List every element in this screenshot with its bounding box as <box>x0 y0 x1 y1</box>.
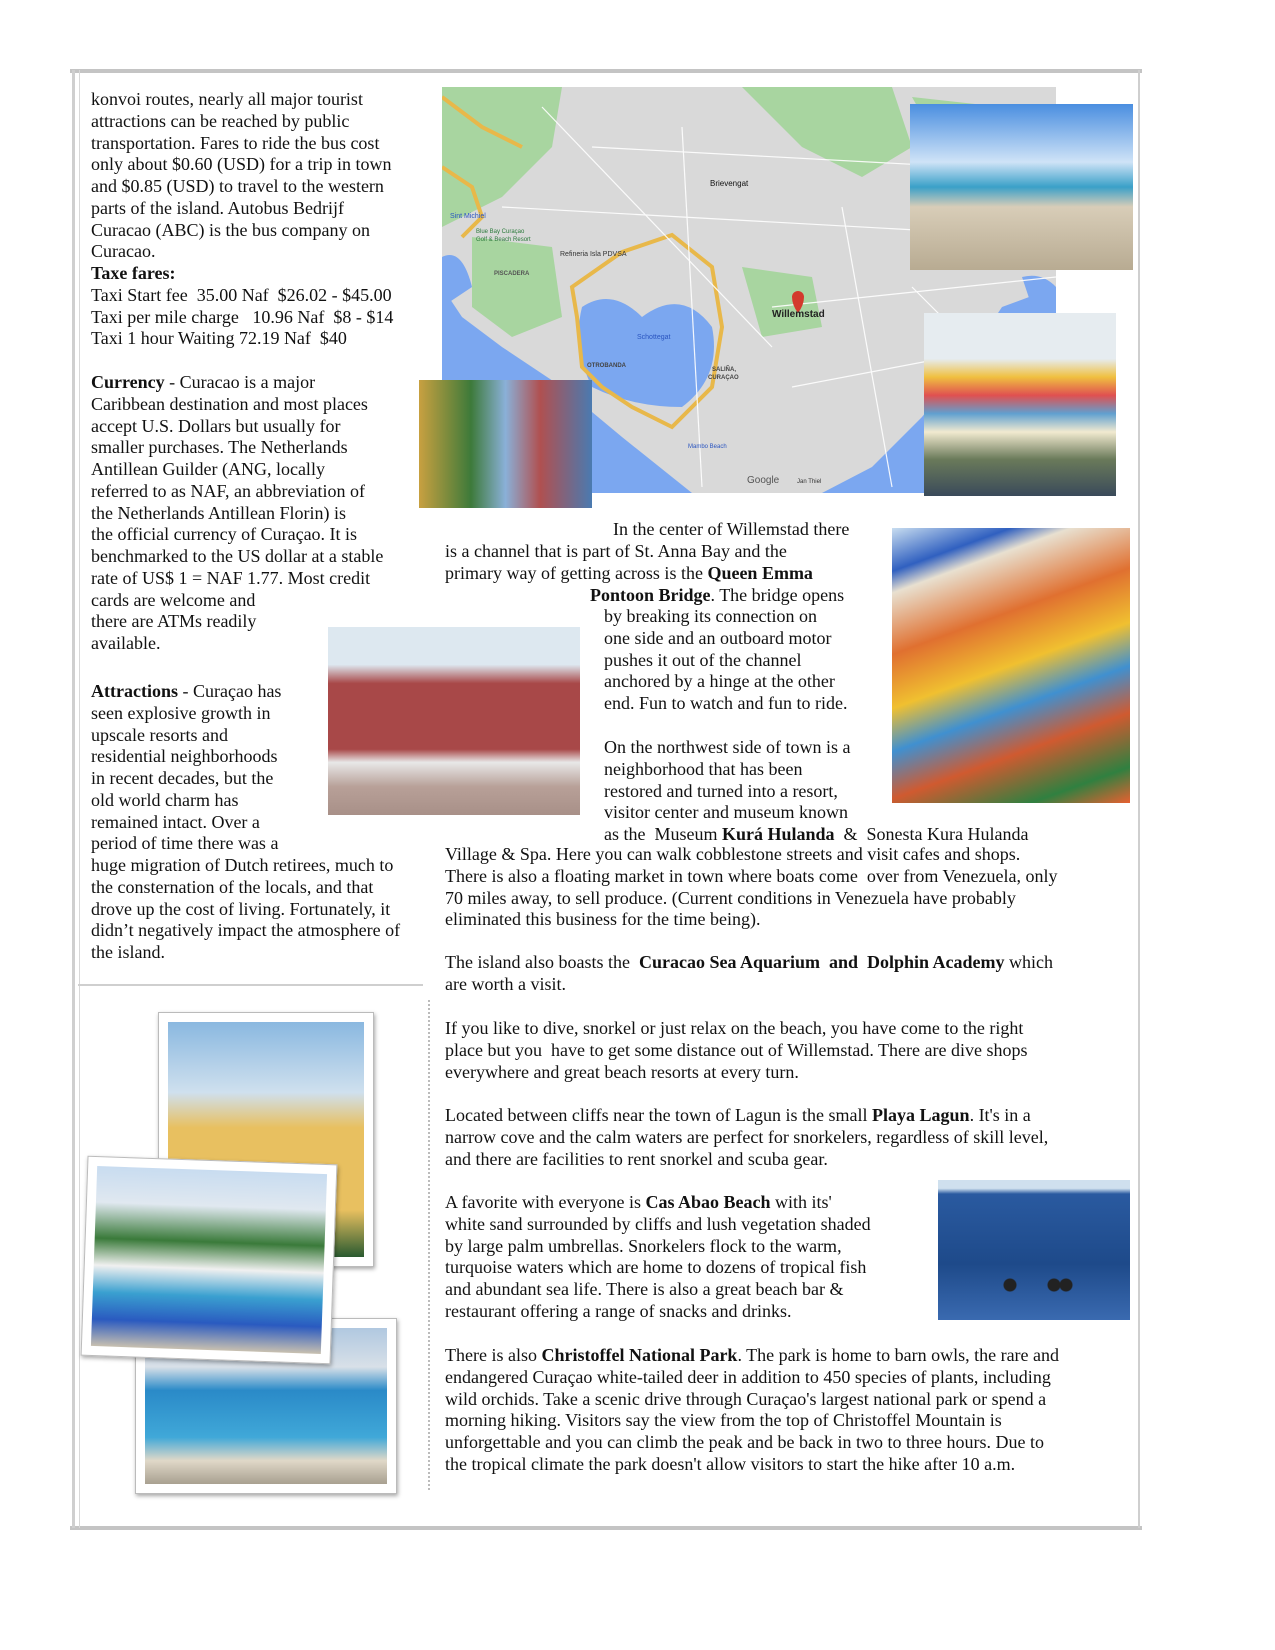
text-segment: Taxi Start fee 35.00 Naf $26.02 - $45.00 <box>91 284 392 305</box>
text-line <box>445 866 1057 888</box>
text-line <box>91 89 393 111</box>
text-segment: Curacao (ABC) is the bus company on <box>91 219 370 240</box>
text-segment: There is also a floating market in town where boats come over from Venezuela, only <box>445 865 1058 886</box>
snorkelers-sea-photo <box>938 1180 1130 1320</box>
text-line <box>91 633 383 655</box>
text-segment: Antillean Guilder (ANG, locally <box>91 459 325 479</box>
page-border-left <box>72 70 75 1528</box>
text-block-center4 <box>604 606 847 715</box>
text-line <box>445 1214 871 1236</box>
map-label-salina: SALIÑA, <box>712 367 736 373</box>
text-line <box>604 759 1029 781</box>
text-line <box>445 1454 1059 1476</box>
text-segment: unforgettable and you can climb the peak and be back in two to three hours. Due to <box>445 1432 1044 1452</box>
text-line <box>445 952 1053 974</box>
text-block-casabao <box>445 1192 871 1323</box>
bold-term: and <box>828 952 859 972</box>
text-segment: is a channel that is part of St. Anna Bay and the <box>445 541 787 561</box>
text-line <box>91 263 393 285</box>
page-border-right <box>1138 70 1140 1528</box>
text-line <box>445 1018 1027 1040</box>
snorkeler-figures <box>998 1275 1078 1295</box>
bold-term: Curacao Sea Aquarium <box>638 952 820 972</box>
section-divider <box>78 984 423 986</box>
text-block-center3 <box>590 585 844 607</box>
text-block-northwest <box>604 737 1029 846</box>
text-line <box>604 693 847 715</box>
text-line <box>445 1040 1027 1062</box>
text-line <box>604 802 1029 824</box>
text-segment: pushes it out of the channel <box>604 649 802 670</box>
text-line <box>91 176 393 198</box>
text-line <box>91 394 383 416</box>
text-segment: upscale resorts and <box>91 724 228 745</box>
text-line <box>91 241 393 263</box>
text-line <box>445 1236 871 1258</box>
dotted-column-divider <box>428 1000 430 1490</box>
text-line <box>604 737 1029 759</box>
text-segment: only about $0.60 (USD) for a trip in town <box>91 154 392 175</box>
text-segment: primary way of getting across is the <box>445 562 708 583</box>
text-line <box>91 833 400 855</box>
bold-term: Playa Lagun <box>872 1105 970 1125</box>
text-block-transport <box>91 89 393 350</box>
text-line <box>91 703 400 725</box>
text-line <box>445 563 813 585</box>
text-segment: In the center of Willemstad there <box>613 519 850 539</box>
text-line <box>91 790 400 812</box>
map-label-blue-bay: Blue Bay Curaçao <box>476 229 525 235</box>
text-segment: wild orchids. Take a scenic drive through Curaçao's largest national park or spend a <box>445 1388 1047 1409</box>
text-segment: - Curaçao has <box>177 681 282 701</box>
text-line <box>91 198 393 220</box>
text-line <box>445 1432 1059 1454</box>
text-segment: Village & Spa. Here you can walk cobblestone streets and visit cafes and shops. <box>445 844 1021 864</box>
text-segment: didn’t negatively impact the atmosphere of <box>91 920 401 941</box>
text-line <box>445 1192 871 1214</box>
text-line <box>445 974 1053 996</box>
text-line <box>445 1301 871 1323</box>
text-segment: available. <box>91 633 161 653</box>
text-line <box>91 768 400 790</box>
text-segment: by breaking its connection on <box>604 606 817 626</box>
text-segment: . The bridge opens <box>710 585 845 605</box>
text-segment: as the Museum <box>604 824 722 844</box>
text-line <box>91 746 400 768</box>
text-segment: benchmarked to the US dollar at a stable <box>91 546 384 566</box>
text-segment: eliminated this business for the time being). <box>445 909 761 930</box>
text-line <box>604 824 1029 846</box>
resort-pool-photo <box>91 1166 327 1354</box>
text-line <box>91 942 400 964</box>
text-segment: . It's in a <box>969 1105 1031 1125</box>
text-line <box>91 220 393 242</box>
text-segment: by large palm umbrellas. Snorkelers flock to the warm, <box>445 1235 842 1256</box>
text-line <box>604 650 847 672</box>
text-block-christoffel <box>445 1345 1059 1476</box>
bold-term: Taxe fares: <box>91 263 176 283</box>
text-segment: If you like to dive, snorkel or just relax on the beach, you have come to the right <box>445 1018 1024 1038</box>
text-segment <box>858 952 867 972</box>
text-segment: attractions can be reached by public <box>91 110 350 131</box>
text-line <box>91 133 393 155</box>
text-line <box>91 725 400 747</box>
text-segment: with its' <box>770 1192 832 1212</box>
bold-term: Currency <box>91 372 165 392</box>
bold-term: Queen Emma <box>707 562 813 583</box>
text-segment: rate of US$ 1 = NAF 1.77. Most credit <box>91 567 371 588</box>
text-line <box>91 524 383 546</box>
text-segment: . The park is home to barn owls, the rare and <box>737 1345 1060 1365</box>
text-segment: restaurant offering a range of snacks and drinks. <box>445 1300 792 1321</box>
text-line <box>91 416 383 438</box>
text-segment: period of time there was a <box>91 833 279 854</box>
text-block-center2 <box>445 541 813 585</box>
bold-term: Cas Abao Beach <box>645 1192 771 1212</box>
text-segment: the consternation of the locals, and that <box>91 876 374 897</box>
page-border-left-inner <box>79 70 80 1528</box>
text-segment: restored and turned into a resort, <box>604 780 838 801</box>
text-segment: - Curacao is a major <box>164 372 316 392</box>
text-segment: drove up the cost of living. Fortunately, it <box>91 898 391 919</box>
map-label-willemstad: Willemstad <box>772 309 825 320</box>
text-segment <box>820 952 829 972</box>
text-segment: everywhere and great beach resorts at every turn. <box>445 1061 799 1082</box>
text-line <box>445 1127 1048 1149</box>
map-label-brievengat: Brievengat <box>710 179 749 188</box>
text-segment: are worth a visit. <box>445 973 566 994</box>
text-segment: endangered Curaçao white-tailed deer in addition to 450 species of plants, including <box>445 1366 1051 1387</box>
text-line <box>91 681 400 703</box>
text-segment: referred to as NAF, an abbreviation of <box>91 480 365 501</box>
text-segment: neighborhood that has been <box>604 758 803 779</box>
text-segment: residential neighborhoods <box>91 746 278 767</box>
text-line <box>445 1345 1059 1367</box>
text-block-attractions <box>91 681 400 964</box>
text-line <box>91 372 383 394</box>
text-line <box>91 611 383 633</box>
text-line <box>91 328 393 350</box>
text-block-currency <box>91 372 383 655</box>
text-block-lagun <box>445 1105 1048 1170</box>
beach-photo <box>910 104 1133 270</box>
text-line <box>604 781 1029 803</box>
text-segment: the tropical climate the park doesn't allow visitors to start the hike after 10 a.m. <box>445 1453 1016 1474</box>
bold-term: Attractions <box>91 681 178 701</box>
text-line <box>91 307 393 329</box>
text-segment: the island. <box>91 942 165 962</box>
text-line <box>445 1062 1027 1084</box>
text-line <box>91 920 400 942</box>
page-border-top <box>70 69 1142 73</box>
text-line <box>604 606 847 628</box>
text-segment: Taxi 1 hour Waiting 72.19 Naf $40 <box>91 328 347 349</box>
text-line <box>445 1389 1059 1411</box>
page-border-bottom <box>70 1526 1142 1530</box>
text-line <box>91 899 400 921</box>
text-segment: & Sonesta Kura Hulanda <box>834 824 1029 844</box>
text-line <box>445 1257 871 1279</box>
text-segment: morning hiking. Visitors say the view from the top of Christoffel Mountain is <box>445 1410 1002 1431</box>
text-segment: parts of the island. Autobus Bedrijf <box>91 197 344 218</box>
text-segment: place but you have to get some distance out of Willemstad. There are dive shops <box>445 1039 1028 1060</box>
text-segment: visitor center and museum known <box>604 802 848 823</box>
map-label-jan-thiel: Jan Thiel <box>797 479 822 485</box>
text-line <box>445 1410 1059 1432</box>
text-line <box>445 888 1057 910</box>
text-line <box>91 437 383 459</box>
text-line <box>91 855 400 877</box>
text-segment: 70 miles away, to sell produce. (Current conditions in Venezuela have probably <box>445 887 1016 908</box>
text-segment: A favorite with everyone is <box>445 1192 646 1212</box>
text-block-village <box>445 844 1057 931</box>
text-line <box>91 546 383 568</box>
text-segment: There is also <box>445 1345 542 1365</box>
text-segment: the official currency of Curaçao. It is <box>91 524 358 545</box>
google-logo: Google <box>747 475 780 486</box>
text-segment: end. Fun to watch and fun to ride. <box>604 693 848 713</box>
map-label-refineria: Refineria Isla PDVSA <box>560 251 627 258</box>
colorful-waterfront-photo <box>924 313 1116 496</box>
text-line <box>445 909 1057 931</box>
map-label-curacao: CURAÇAO <box>708 375 739 381</box>
text-segment: smaller purchases. The Netherlands <box>91 437 348 458</box>
text-line <box>91 590 383 612</box>
text-line <box>445 541 813 563</box>
map-label-otrobanda: OTROBANDA <box>587 363 626 369</box>
text-segment: The island also boasts the <box>445 952 639 972</box>
text-segment: white sand surrounded by cliffs and lush vegetation shaded <box>445 1213 871 1234</box>
text-block-center1 <box>613 519 849 541</box>
text-segment: Taxi per mile charge 10.96 Naf $8 - $14 <box>91 306 394 327</box>
text-segment: Caribbean destination and most places <box>91 393 368 414</box>
text-segment: seen explosive growth in <box>91 702 271 723</box>
text-line <box>604 671 847 693</box>
text-line <box>91 503 383 525</box>
bold-term: Kurá Hulanda <box>721 824 835 844</box>
text-segment: which <box>1004 952 1054 972</box>
text-line <box>91 568 383 590</box>
map-label-piscadera: PISCADERA <box>494 271 530 277</box>
text-line <box>445 844 1057 866</box>
text-segment: the Netherlands Antillean Florin) is <box>91 502 346 523</box>
text-segment: On the northwest side of town is a <box>604 737 851 757</box>
text-line <box>91 154 393 176</box>
text-segment: and $0.85 (USD) to travel to the western <box>91 176 384 196</box>
bold-term: Dolphin Academy <box>867 952 1005 972</box>
text-line <box>590 585 844 607</box>
text-block-dive <box>445 1018 1027 1083</box>
text-block-aquarium <box>445 952 1053 996</box>
map-label-mambo-beach: Mambo Beach <box>688 444 727 450</box>
text-line <box>91 812 400 834</box>
text-line <box>445 1105 1048 1127</box>
text-segment: one side and an outboard motor <box>604 627 832 648</box>
text-segment: and abundant sea life. There is also a great beach bar & <box>445 1279 844 1299</box>
text-segment: and there are facilities to rent snorkel and scuba gear. <box>445 1148 828 1169</box>
text-line <box>91 285 393 307</box>
text-segment: Curacao. <box>91 241 156 262</box>
text-segment: old world charm has <box>91 789 239 810</box>
text-segment: in recent decades, but the <box>91 768 274 788</box>
map-label-schottegat: Schottegat <box>637 334 671 341</box>
text-line <box>91 877 400 899</box>
text-line <box>613 519 849 541</box>
text-segment: transportation. Fares to ride the bus cost <box>91 132 380 153</box>
text-line <box>91 111 393 133</box>
map-label-blue-bay-resort: Golf & Beach Resort <box>476 237 531 243</box>
text-line <box>604 628 847 650</box>
text-segment: accept U.S. Dollars but usually for <box>91 415 341 436</box>
map-label-sint-michiel: Sint Michiel <box>450 213 486 220</box>
text-segment: turquoise waters which are home to dozens of tropical fish <box>445 1257 867 1278</box>
text-segment: konvoi routes, nearly all major tourist <box>91 89 363 109</box>
palm-buildings-photo <box>419 380 592 508</box>
text-segment: Located between cliffs near the town of Lagun is the small <box>445 1105 873 1125</box>
text-segment: huge migration of Dutch retirees, much to <box>91 855 394 875</box>
text-segment: narrow cove and the calm waters are perfect for snorkelers, regardless of skill level, <box>445 1126 1049 1147</box>
text-segment: anchored by a hinge at the other <box>604 671 835 692</box>
pool-photo-frame <box>81 1156 338 1365</box>
text-line <box>91 481 383 503</box>
text-segment: there are ATMs readily <box>91 611 257 632</box>
text-line <box>445 1367 1059 1389</box>
text-segment: cards are welcome and <box>91 589 256 610</box>
text-line <box>445 1279 871 1301</box>
text-line <box>445 1149 1048 1171</box>
bold-term: Christoffel National Park <box>541 1345 738 1365</box>
text-line <box>91 459 383 481</box>
text-segment: remained intact. Over a <box>91 811 260 832</box>
bold-term: Pontoon Bridge <box>590 585 711 605</box>
